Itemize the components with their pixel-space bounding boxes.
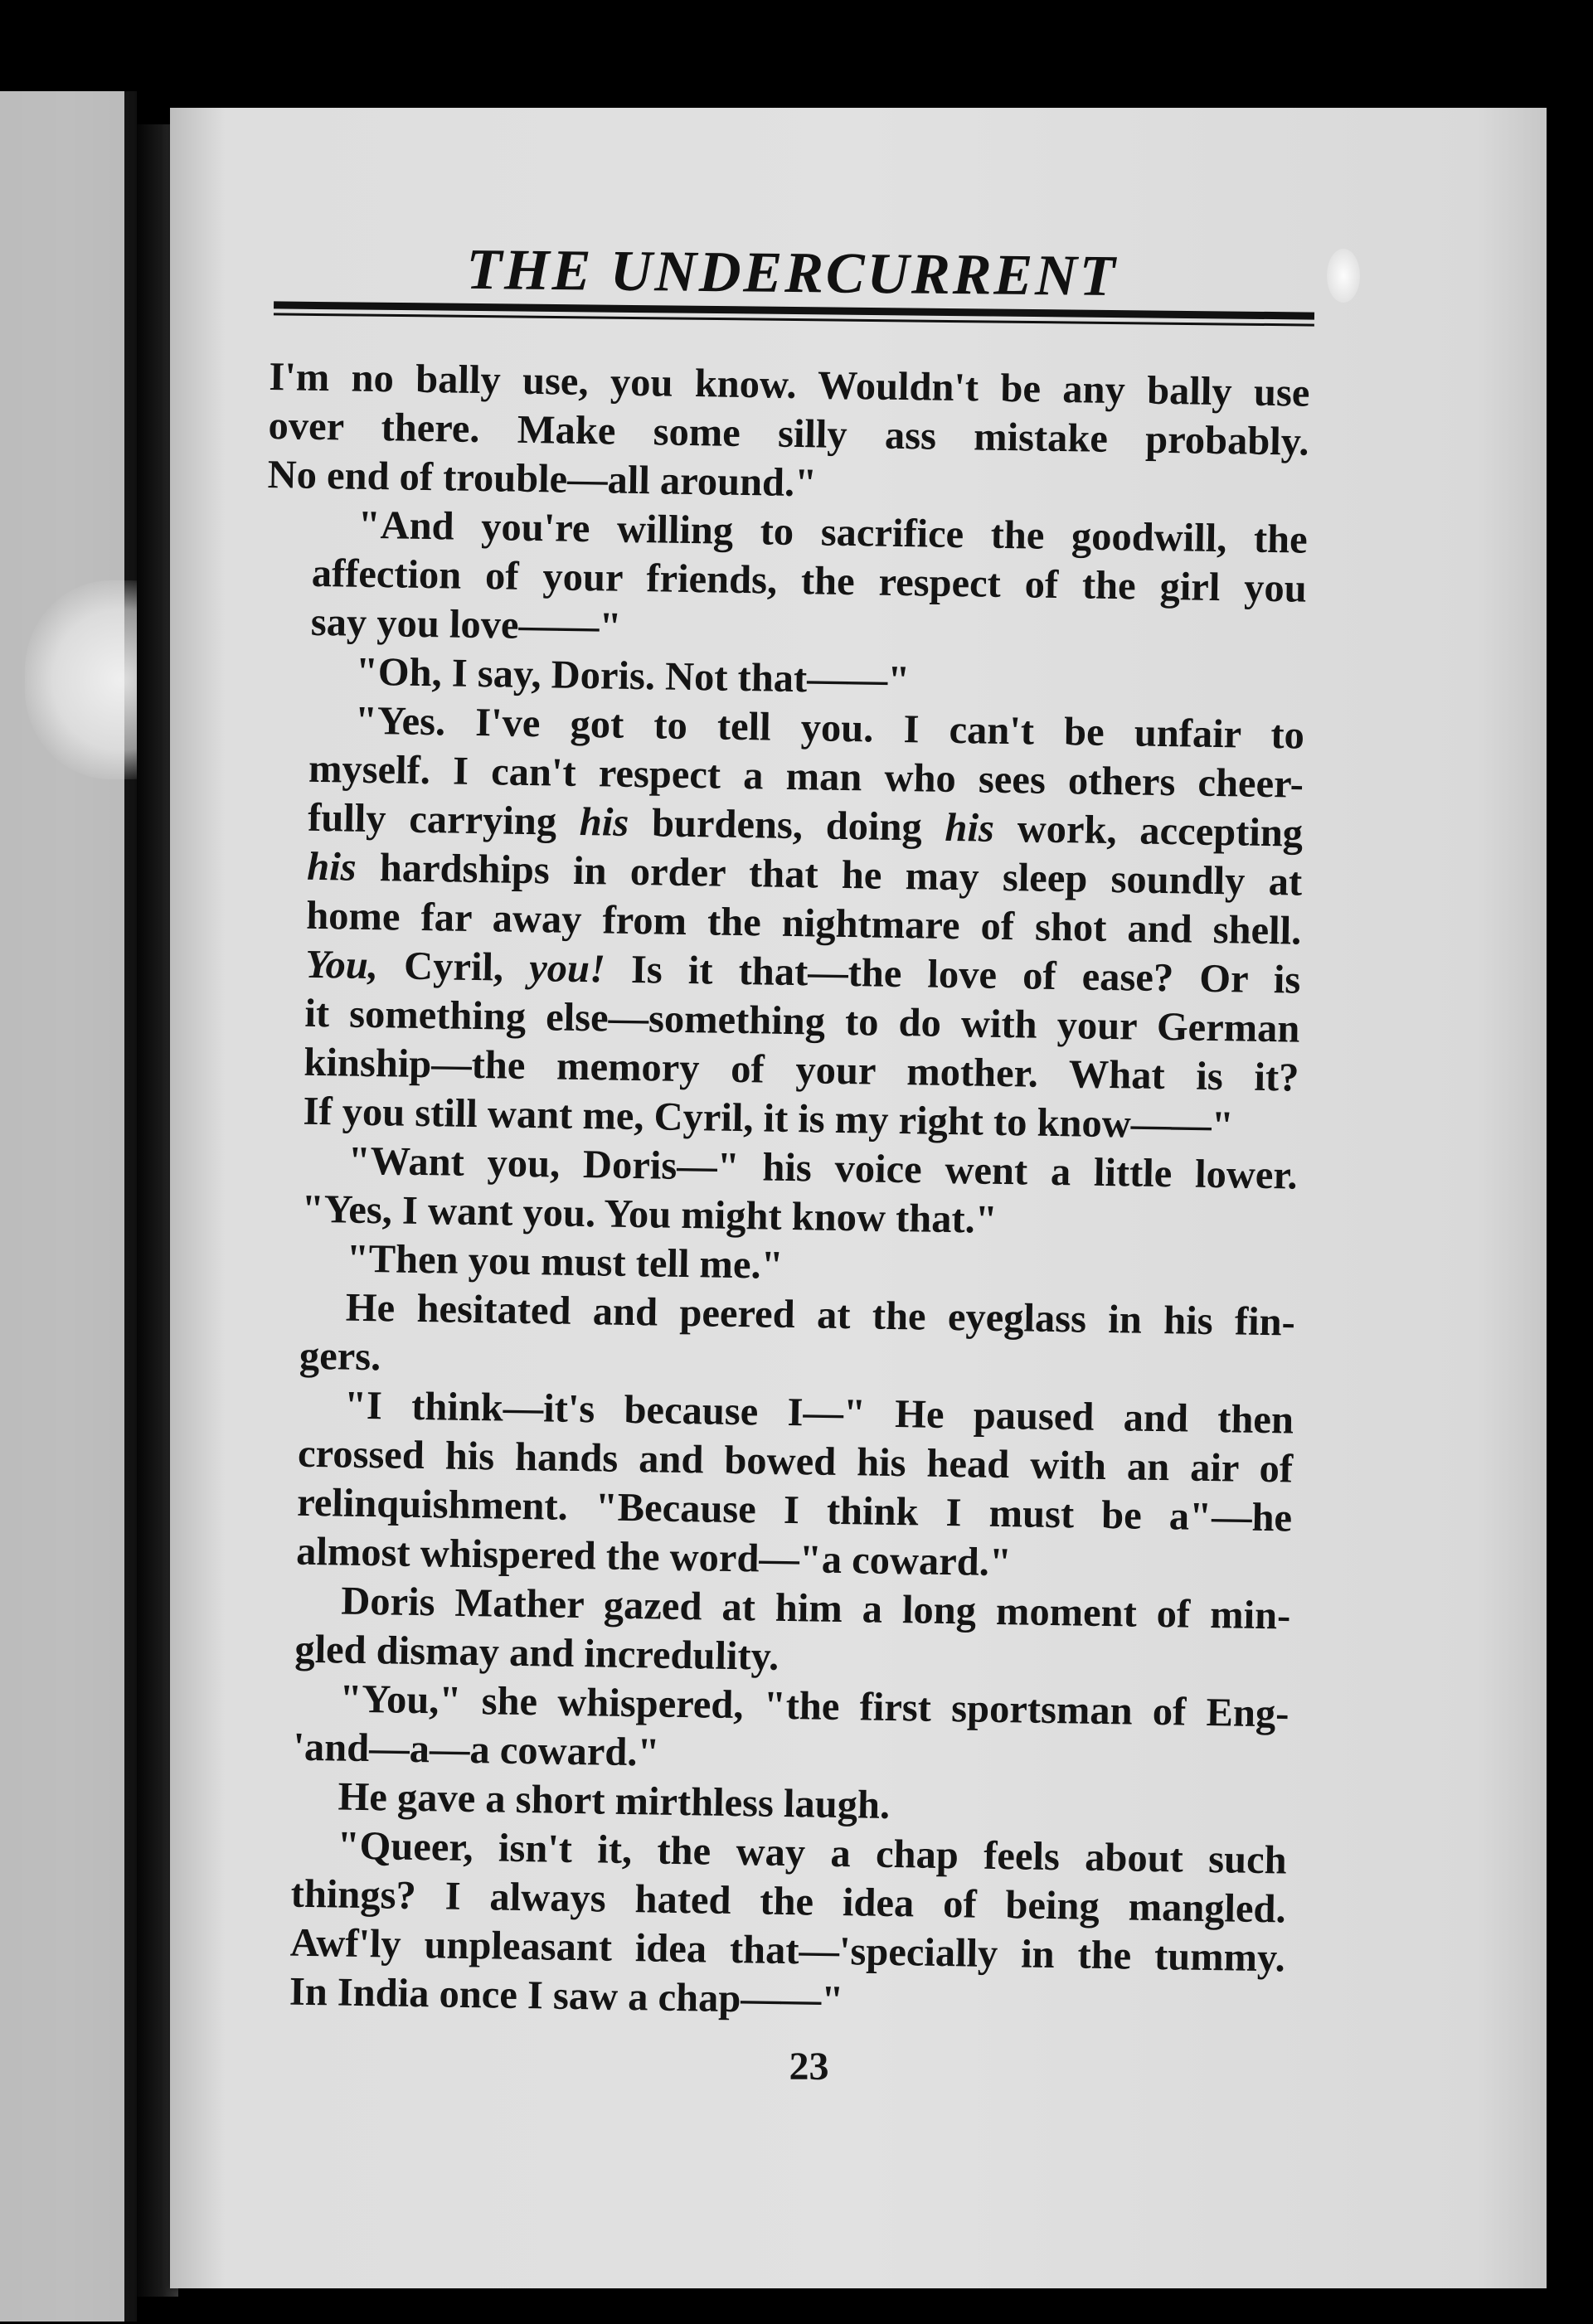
text-line: "Want you, Doris—" his voice went a little lower.: [347, 1138, 1298, 1198]
text-line: fully carrying his burdens, doing his work, accepting: [307, 795, 1304, 856]
paragraph: [267, 352, 1310, 516]
paragraph: [243, 1820, 1287, 2032]
text-line: over there. Make some silly ass mistake probably.: [268, 403, 1309, 464]
text-line: 'and—a—a coward.": [293, 1725, 660, 1775]
text-line: Doris Mather gazed at him a long moment of min-: [340, 1579, 1291, 1638]
paper-spot: [1327, 249, 1360, 303]
text-line: "Then you must tell me.": [346, 1236, 784, 1288]
text-line: "Queer, isn't it, the way a chap feels about such: [337, 1823, 1287, 1883]
text-line: relinquishment. "Because I think I must be a"—he: [296, 1480, 1293, 1540]
text-line: "Oh, I say, Doris. Not that——": [355, 649, 911, 703]
text-line: say you love——": [310, 599, 622, 649]
text-line: "Yes, I want you. You might know that.": [301, 1186, 998, 1242]
text-line: "You," she whispered, "the first sportsman of Eng-: [339, 1676, 1289, 1736]
paragraph: [255, 1135, 1298, 1249]
paragraph: [257, 695, 1304, 1152]
text-line: things? I always hated the idea of being mangled.: [290, 1871, 1287, 1932]
text-line: it something else—something to do with your German: [304, 991, 1300, 1051]
paragraph: [265, 499, 1308, 662]
text-line: He hesitated and peered at the eyeglass in his fin-: [345, 1285, 1296, 1345]
text-line: almost whispered the word—"a coward.": [295, 1529, 1013, 1585]
text-line: I'm no bally use, you know. Wouldn't be any bally use: [269, 354, 1310, 415]
text-line: crossed his hands and bowed his head with an air of: [297, 1431, 1294, 1492]
body-text: [243, 352, 1309, 2031]
text-line: home far away from the nightmare of shot and shell.: [305, 893, 1302, 953]
page-right-shadow: [1547, 91, 1593, 2324]
running-head: THE UNDERCURRENT: [466, 237, 1118, 309]
previous-page-edge: [0, 91, 137, 2322]
text-line: Awf'ly unpleasant idea that—'specially in the tummy.: [289, 1920, 1286, 1981]
text-line: kinship—the memory of your mother. What is it?: [304, 1040, 1299, 1100]
text-line: gers.: [299, 1333, 381, 1380]
paragraph: [247, 1673, 1289, 1788]
previous-page-strip: [0, 91, 124, 2322]
text-line: You, Cyril, you! Is it that—the love of ease? Or is: [304, 942, 1301, 1002]
text-line: his hardships in order that he may sleep soundly at: [306, 844, 1303, 905]
text-line: gled dismay and incredulity.: [294, 1627, 780, 1679]
paragraph: [254, 1282, 1296, 1396]
text-line: In India once I saw a chap——": [289, 1969, 844, 2023]
text-line: affection of your friends, the respect of the girl you: [311, 551, 1308, 611]
text-line: "Yes. I've got to tell you. I can't be unfair to: [354, 698, 1305, 758]
page-number: 23: [789, 2045, 829, 2089]
text-line: No end of trouble—all around.": [267, 452, 818, 506]
text-line: myself. I can't respect a man who sees others cheer-: [308, 746, 1304, 807]
text-line: "I think—it's because I—" He paused and then: [343, 1383, 1294, 1443]
paragraph: [249, 1575, 1291, 1690]
paragraph: [250, 1380, 1294, 1592]
text-line: He gave a short mirthless laugh.: [338, 1774, 891, 1827]
text-line: "And you're willing to sacrifice the goodwill, the: [357, 502, 1309, 562]
text-line: If you still want me, Cyril, it is my right to know——": [303, 1089, 1235, 1148]
